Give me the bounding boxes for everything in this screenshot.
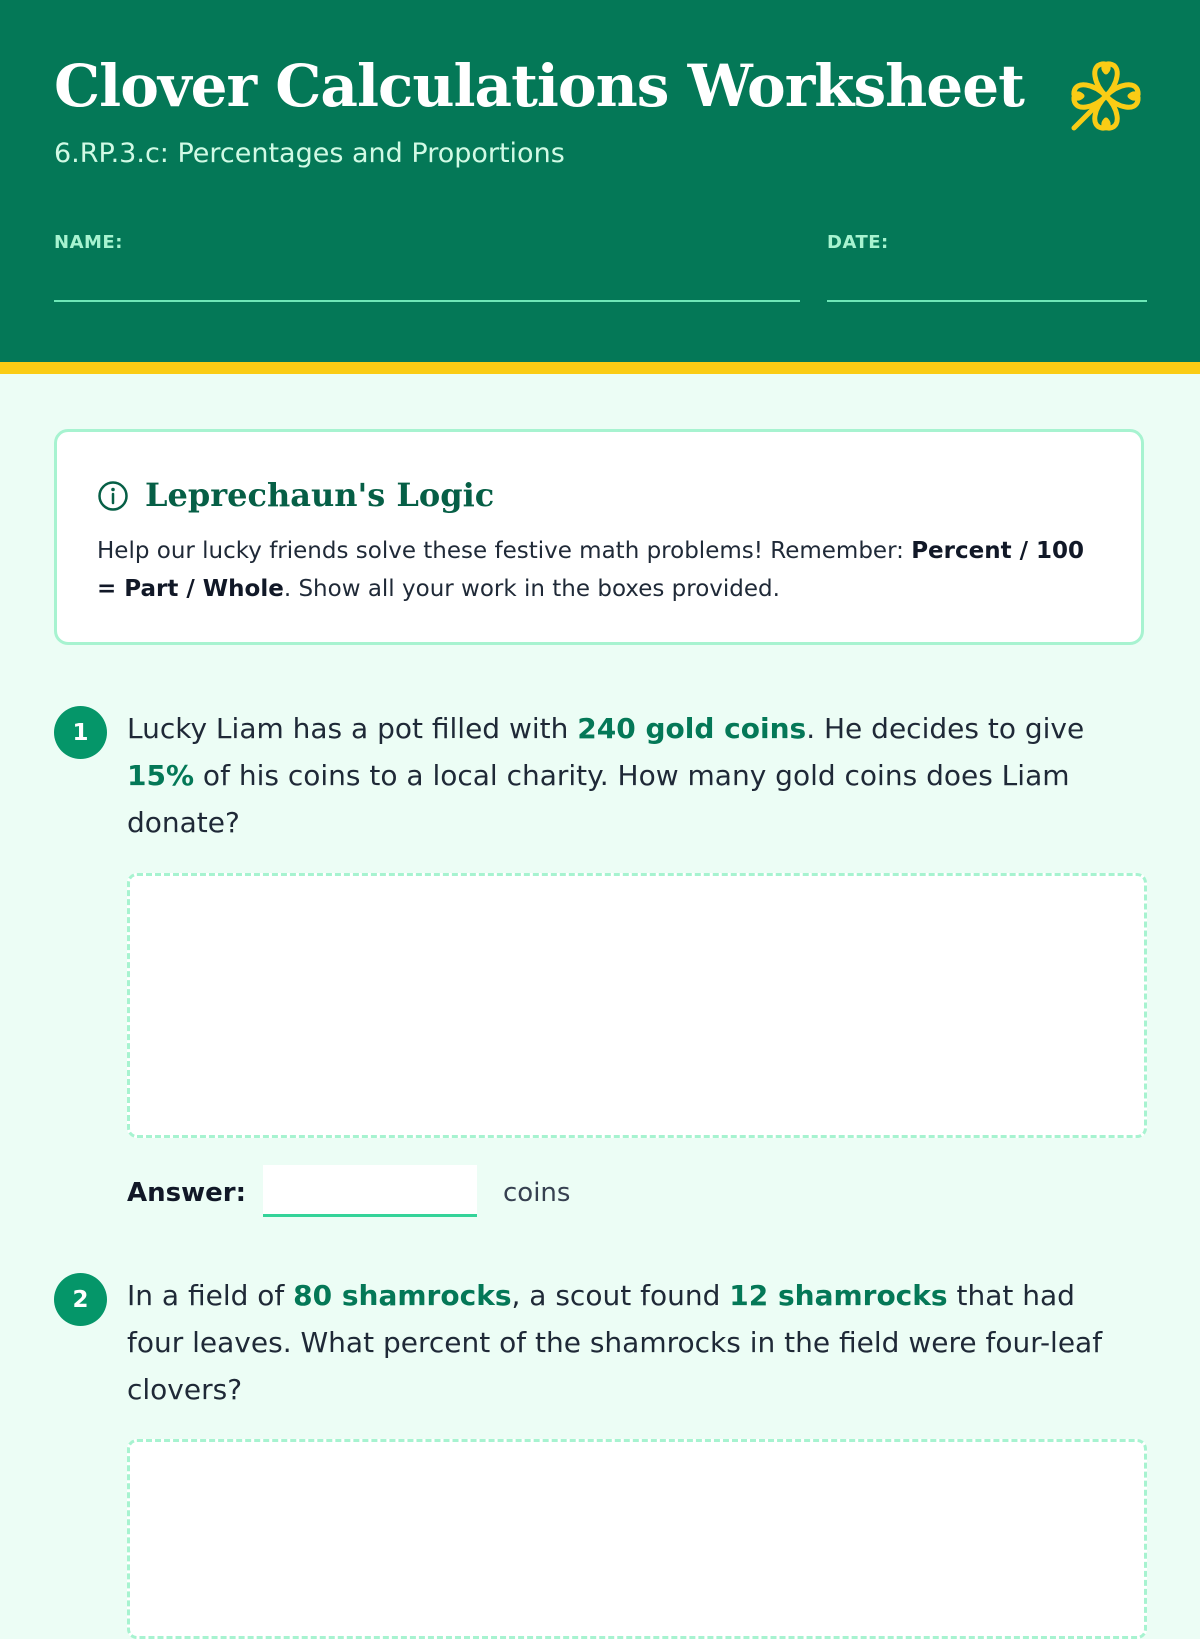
worksheet-subtitle: 6.RP.3.c: Percentages and Proportions <box>54 138 565 169</box>
date-field[interactable] <box>827 300 1147 302</box>
instructions-title: Leprechaun's Logic <box>145 476 495 514</box>
instructions-box <box>54 429 1144 645</box>
work-area-1[interactable] <box>127 873 1147 1138</box>
answer-input-1[interactable] <box>263 1165 477 1217</box>
answer-unit-1: coins <box>503 1178 571 1208</box>
question-number-2: 2 <box>54 1273 107 1326</box>
worksheet-header <box>0 0 1200 374</box>
info-icon <box>97 480 129 512</box>
name-field[interactable] <box>54 300 800 302</box>
name-label: NAME: <box>54 232 123 253</box>
question-text-2: In a field of 80 shamrocks, a scout found 12 shamrocks that had four leaves. What percent of the shamrocks in the field were four-leaf clovers? <box>127 1279 1103 1406</box>
work-area-2[interactable] <box>127 1439 1147 1639</box>
worksheet-title: Clover Calculations Worksheet <box>54 52 1024 120</box>
date-label: DATE: <box>827 232 889 253</box>
question-number-1: 1 <box>54 706 107 759</box>
formula: Percent / 100 = Part / Whole <box>97 538 1085 602</box>
clover-icon <box>1068 58 1144 134</box>
answer-label-1: Answer: <box>127 1178 246 1208</box>
instructions-text: Help our lucky friends solve these festive math problems! Remember: Percent / 100 = Part / Whole. Show all your work in the boxes provided. <box>97 538 1085 602</box>
question-text-1: Lucky Liam has a pot filled with 240 gold coins. He decides to give 15% of his coins to a local charity. How many gold coins does Liam donate? <box>127 712 1085 839</box>
